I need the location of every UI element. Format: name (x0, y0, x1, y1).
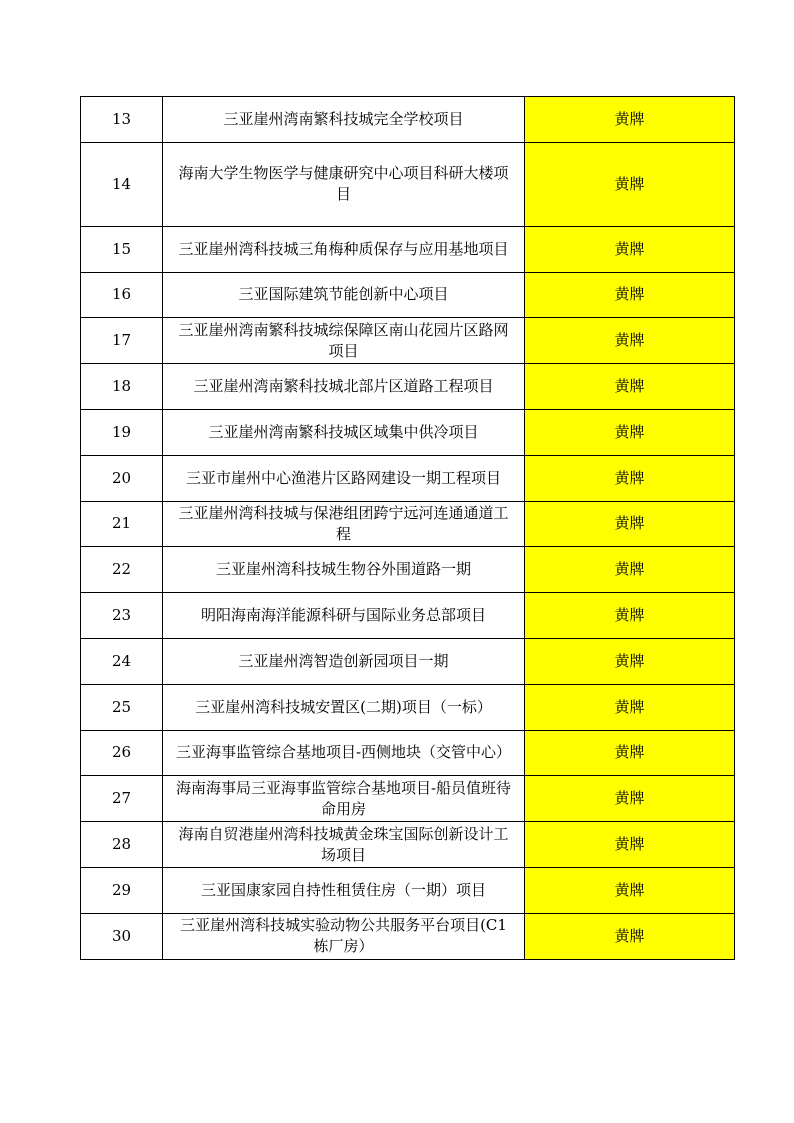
row-number-cell: 26 (81, 730, 163, 776)
row-number-cell: 18 (81, 364, 163, 410)
row-number-cell: 16 (81, 272, 163, 318)
rating-cell: 黄牌 (525, 364, 735, 410)
rating-cell: 黄牌 (525, 638, 735, 684)
row-number-cell: 29 (81, 867, 163, 913)
project-name-cell: 三亚崖州湾南繁科技城北部片区道路工程项目 (163, 364, 525, 410)
project-name-cell: 三亚海事监管综合基地项目-西侧地块（交管中心） (163, 730, 525, 776)
project-name-cell: 三亚崖州湾科技城生物谷外围道路一期 (163, 547, 525, 593)
project-name-cell: 三亚崖州湾南繁科技城完全学校项目 (163, 97, 525, 143)
rating-cell: 黄牌 (525, 501, 735, 547)
table-row (81, 776, 735, 822)
rating-cell: 黄牌 (525, 142, 735, 226)
row-number-cell: 22 (81, 547, 163, 593)
row-number-cell: 24 (81, 638, 163, 684)
table-row (81, 547, 735, 593)
row-number-cell: 30 (81, 913, 163, 959)
row-number-cell: 17 (81, 318, 163, 364)
table-row (81, 501, 735, 547)
table-row (81, 409, 735, 455)
rating-cell: 黄牌 (525, 867, 735, 913)
project-name-cell: 三亚崖州湾智造创新园项目一期 (163, 638, 525, 684)
table-row (81, 455, 735, 501)
rating-cell: 黄牌 (525, 97, 735, 143)
project-name-cell: 三亚崖州湾科技城与保港组团跨宁远河连通通道工程 (163, 501, 525, 547)
row-number-cell: 15 (81, 226, 163, 272)
project-name-cell: 明阳海南海洋能源科研与国际业务总部项目 (163, 593, 525, 639)
row-number-cell: 13 (81, 97, 163, 143)
row-number-cell: 21 (81, 501, 163, 547)
table-row (81, 318, 735, 364)
table-row (81, 272, 735, 318)
project-name-cell: 海南自贸港崖州湾科技城黄金珠宝国际创新设计工场项目 (163, 822, 525, 868)
table-row (81, 593, 735, 639)
row-number-cell: 25 (81, 684, 163, 730)
row-number-cell: 28 (81, 822, 163, 868)
row-number-cell: 27 (81, 776, 163, 822)
project-name-cell: 三亚崖州湾科技城实验动物公共服务平台项目(C1栋厂房） (163, 913, 525, 959)
row-number-cell: 20 (81, 455, 163, 501)
table-row (81, 913, 735, 959)
table-row (81, 684, 735, 730)
rating-cell: 黄牌 (525, 226, 735, 272)
rating-cell: 黄牌 (525, 455, 735, 501)
table-row (81, 226, 735, 272)
rating-cell: 黄牌 (525, 822, 735, 868)
project-name-cell: 三亚崖州湾南繁科技城综保障区南山花园片区路网项目 (163, 318, 525, 364)
rating-cell: 黄牌 (525, 409, 735, 455)
project-name-cell: 海南海事局三亚海事监管综合基地项目-船员值班待命用房 (163, 776, 525, 822)
table-row (81, 142, 735, 226)
table-row (81, 730, 735, 776)
project-name-cell: 三亚国康家园自持性租赁住房（一期）项目 (163, 867, 525, 913)
project-name-cell: 海南大学生物医学与健康研究中心项目科研大楼项目 (163, 142, 525, 226)
table-row (81, 364, 735, 410)
project-name-cell: 三亚国际建筑节能创新中心项目 (163, 272, 525, 318)
table-row (81, 97, 735, 143)
project-name-cell: 三亚崖州湾南繁科技城区域集中供冷项目 (163, 409, 525, 455)
rating-cell: 黄牌 (525, 272, 735, 318)
rating-cell: 黄牌 (525, 547, 735, 593)
rating-cell: 黄牌 (525, 730, 735, 776)
table-row (81, 638, 735, 684)
project-table (80, 96, 735, 960)
table-body (81, 97, 735, 960)
table-row (81, 822, 735, 868)
project-name-cell: 三亚市崖州中心渔港片区路网建设一期工程项目 (163, 455, 525, 501)
rating-cell: 黄牌 (525, 913, 735, 959)
rating-cell: 黄牌 (525, 593, 735, 639)
row-number-cell: 14 (81, 142, 163, 226)
row-number-cell: 19 (81, 409, 163, 455)
rating-cell: 黄牌 (525, 684, 735, 730)
project-name-cell: 三亚崖州湾科技城三角梅种质保存与应用基地项目 (163, 226, 525, 272)
row-number-cell: 23 (81, 593, 163, 639)
table-row (81, 867, 735, 913)
rating-cell: 黄牌 (525, 318, 735, 364)
project-name-cell: 三亚崖州湾科技城安置区(二期)项目（一标） (163, 684, 525, 730)
rating-cell: 黄牌 (525, 776, 735, 822)
